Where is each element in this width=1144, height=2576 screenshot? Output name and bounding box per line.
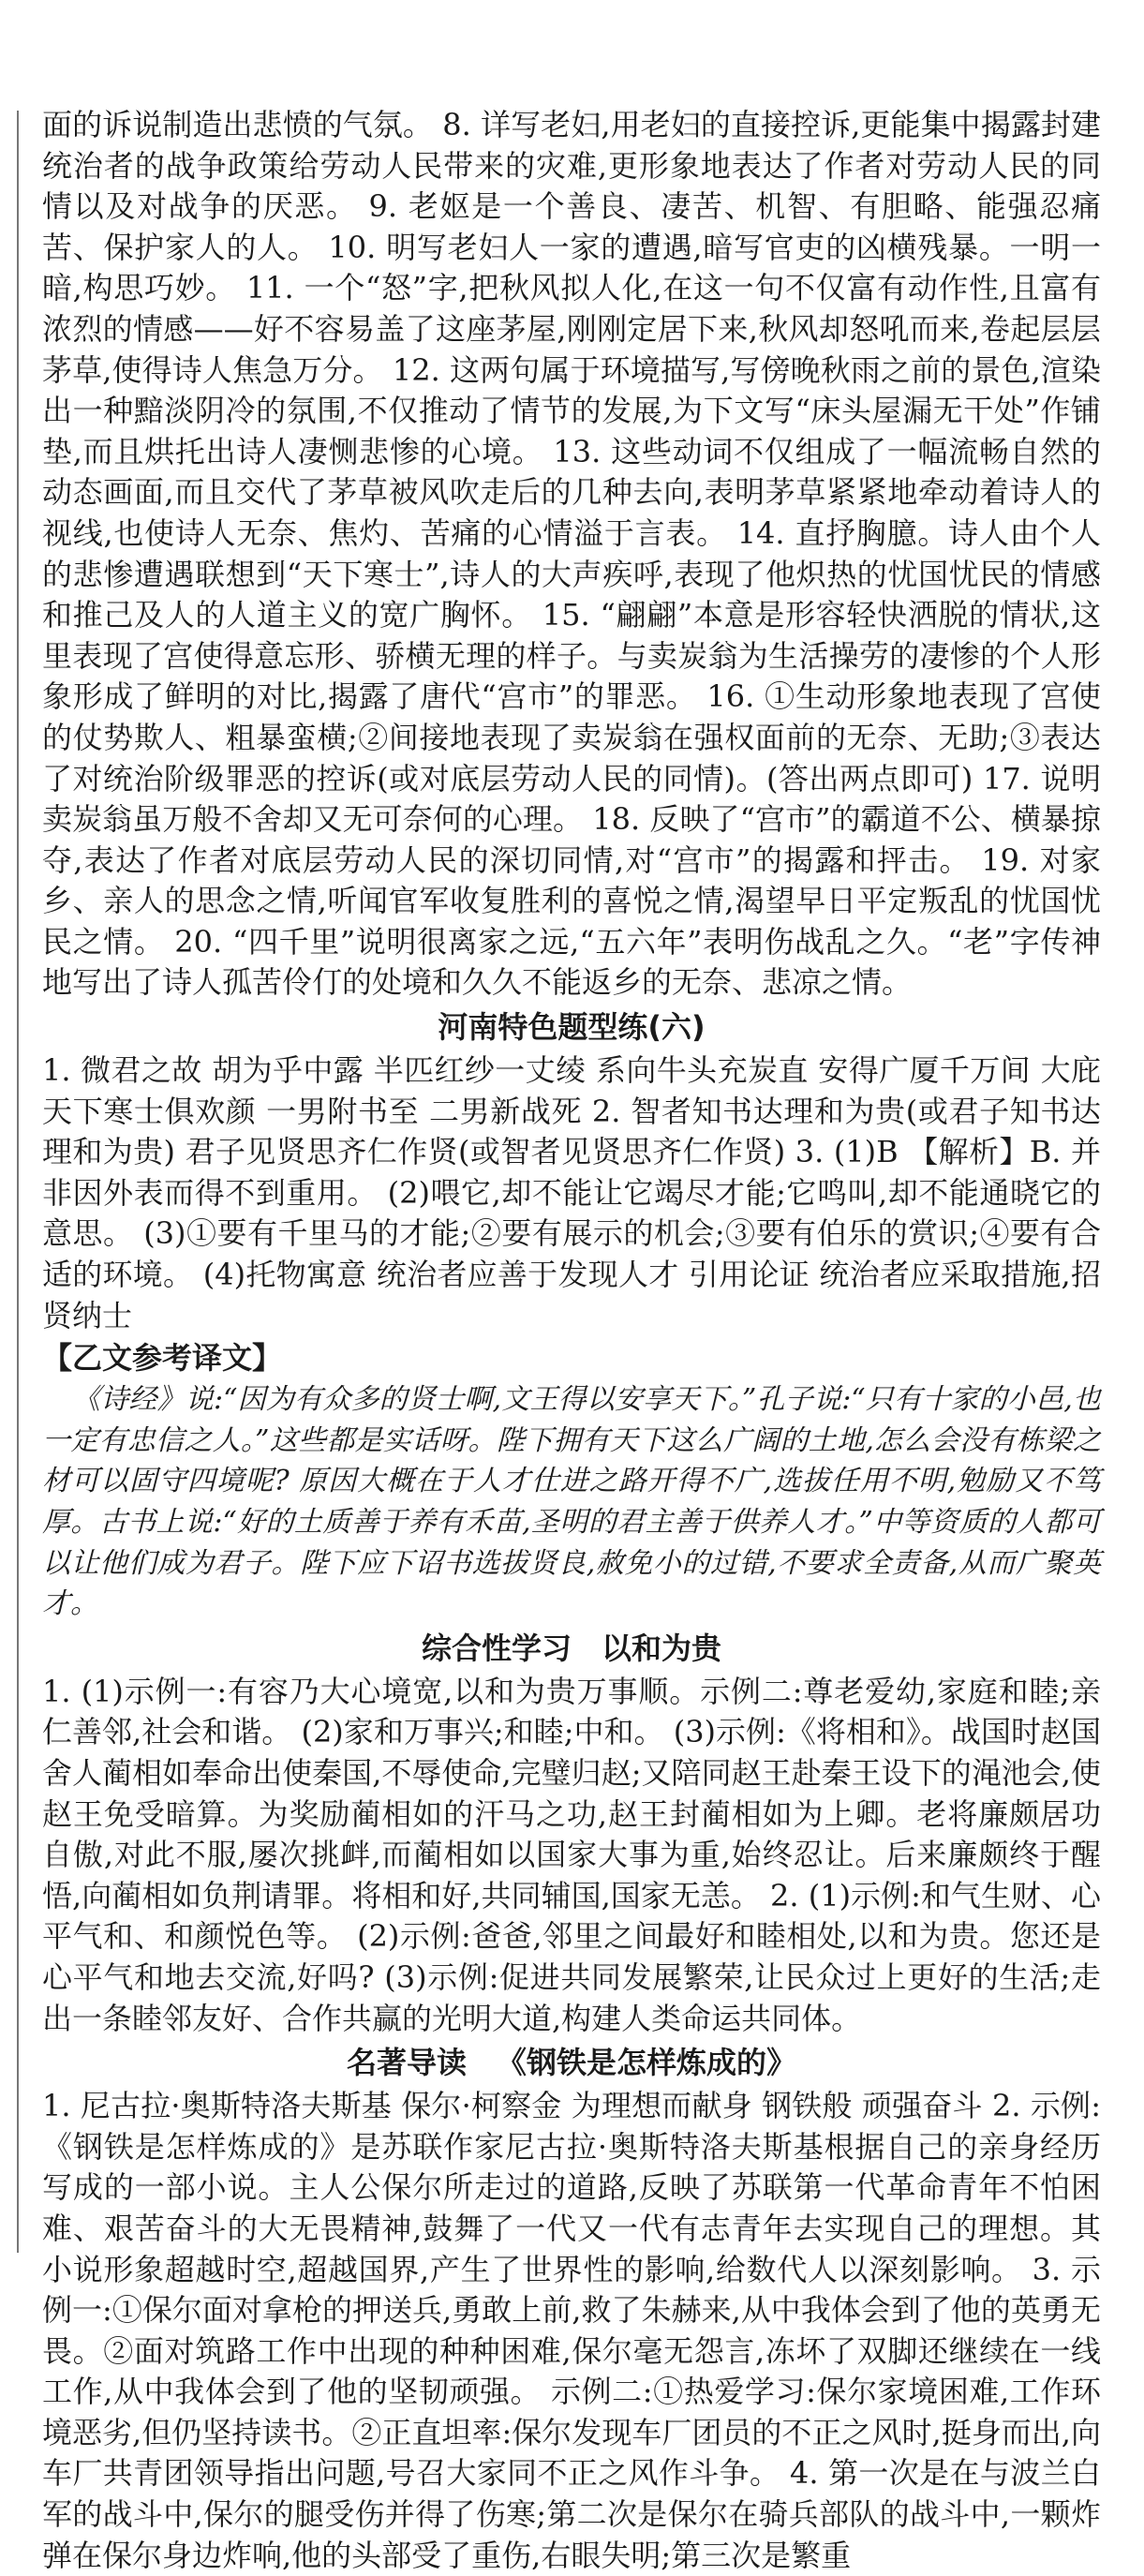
- heading-part-1: 名著导读: [346, 2045, 467, 2081]
- heading-part-2: 《钢铁是怎样炼成的》: [497, 2045, 797, 2081]
- section-heading-classics: [42, 2039, 1101, 2086]
- translation-label: 【乙文参考译文】: [42, 1340, 283, 1377]
- translation-paragraph: 《诗经》说:“因为有众多的贤士啊,文王得以安享天下。”孔子说:“只有十家的小邑,也一定有忠信之人。”这些都是实话呀。陛下拥有天下这么广阔的土地,怎么会没有栋梁之材可以固守四境呢? 原因大概在于人才仕进之路开得不广,选拔任用不明,勉励又不笃厚。古书上说:“好的土质善于养有禾苗,圣明的君主善于供养人才。”中等资质的人都可以让他们成为君子。陛下应下诏书选拔贤良,赦免小的过错,不要求全责备,从而广聚英才。: [42, 1383, 1101, 1621]
- section-heading-comprehensive: [42, 1625, 1101, 1672]
- heading-part-2: 以和为贵: [602, 1630, 722, 1666]
- answer-column: [42, 105, 1101, 2576]
- comprehensive-answers-paragraph: 1. (1)示例一:有容乃大心境宽,以和为贵万事顺。示例二:尊老爱幼,家庭和睦;亲仁善邻,社会和谐。 (2)家和万事兴;和睦;中和。 (3)示例:《将相和》。战国时赵国舍人蔺相如奉命出使秦国,不辱使命,完璧归赵;又陪同赵王赴秦王设下的渑池会,使赵王免受暗算。为奖励蔺相如的汗马之功,赵王封蔺相如为上卿。老将廉颇居功自傲,对此不服,屡次挑衅,而蔺相如以国家大事为重,始终忍让。后来廉颇终于醒悟,向蔺相如负荆请罪。将相和好,共同辅国,国家无恙。 2. (1)示例:和气生财、心平气和、和颜悦色等。 (2)示例:爸爸,邻里之间最好和睦相处,以和为贵。您还是心平气和地去交流,好吗? (3)示例:促进共同发展繁荣,让民众过上更好的生活;走出一条睦邻友好、合作共赢的光明大道,构建人类命运共同体。: [42, 1673, 1101, 2036]
- margin-rule: [17, 111, 19, 2253]
- section-heading-henan: 河南特色题型练(六): [438, 1009, 706, 1046]
- heading-part-1: 综合性学习: [421, 1630, 572, 1666]
- classics-answers-paragraph: 1. 尼古拉·奥斯特洛夫斯基 保尔·柯察金 为理想而献身 钢铁般 顽强奋斗 2. 示例:《钢铁是怎样炼成的》是苏联作家尼古拉·奥斯特洛夫斯基根据自己的亲身经历写成的一部小说。主人公保尔所走过的道路,反映了苏联第一代革命青年不怕困难、艰苦奋斗的大无畏精神,鼓舞了一代又一代有志青年去实现自己的理想。其小说形象超越时空,超越国界,产生了世界性的影响,给数代人以深刻影响。 3. 示例一:①保尔面对拿枪的押送兵,勇敢上前,救了朱赫来,从中我体会到了他的英勇无畏。②面对筑路工作中出现的种种困难,保尔毫无怨言,冻坏了双脚还继续在一线工作,从中我体会到了他的坚韧顽强。 示例二:①热爱学习:保尔家境困难,工作环境恶劣,但仍坚持读书。②正直坦率:保尔发现车厂团员的不正之风时,挺身而出,向车厂共青团领导指出问题,号召大家同不正之风作斗争。 4. 第一次是在与波兰白军的战斗中,保尔的腿受伤并得了伤寒;第二次是保尔在骑兵部队的战斗中,一颗炸弹在保尔身边炸响,他的头部受了重伤,右眼失明;第三次是繁重: [42, 2088, 1101, 2573]
- poetry-answers-paragraph: 面的诉说制造出悲愤的气氛。 8. 详写老妇,用老妇的直接控诉,更能集中揭露封建统治者的战争政策给劳动人民带来的灾难,更形象地表达了作者对劳动人民的同情以及对战争的厌恶。 9. 老妪是一个善良、凄苦、机智、有胆略、能强忍痛苦、保护家人的人。 10. 明写老妇人一家的遭遇,暗写官吏的凶横残暴。一明一暗,构思巧妙。 11. 一个“怒”字,把秋风拟人化,在这一句不仅富有动作性,且富有浓烈的情感——好不容易盖了这座茅屋,刚刚定居下来,秋风却怒吼而来,卷起层层茅草,使得诗人焦急万分。 12. 这两句属于环境描写,写傍晚秋雨之前的景色,渲染出一种黯淡阴冷的氛围,不仅推动了情节的发展,为下文写“床头屋漏无干处”作铺垫,而且烘托出诗人凄恻悲惨的心境。 13. 这些动词不仅组成了一幅流畅自然的动态画面,而且交代了茅草被风吹走后的几种去向,表明茅草紧紧地牵动着诗人的视线,也使诗人无奈、焦灼、苦痛的心情溢于言表。 14. 直抒胸臆。诗人由个人的悲惨遭遇联想到“天下寒士”,诗人的大声疾呼,表现了他炽热的忧国忧民的情感和推己及人的人道主义的宽广胸怀。 15. “翩翩”本意是形容轻快洒脱的情状,这里表现了宫使得意忘形、骄横无理的样子。与卖炭翁为生活操劳的凄惨的个人形象形成了鲜明的对比,揭露了唐代“宫市”的罪恶。 16. ①生动形象地表现了宫使的仗势欺人、粗暴蛮横;②间接地表现了卖炭翁在强权面前的无奈、无助;③表达了对统治阶级罪恶的控诉(或对底层劳动人民的同情)。(答出两点即可) 17. 说明卖炭翁虽万般不舍却又无可奈何的心理。 18. 反映了“宫市”的霸道不公、横暴掠夺,表达了作者对底层劳动人民的深切同情,对“宫市”的揭露和抨击。 19. 对家乡、亲人的思念之情,听闻官军收复胜利的喜悦之情,渴望早日平定叛乱的忧国忧民之情。 20. “四千里”说明很离家之远,“五六年”表明伤战乱之久。“老”字传神地写出了诗人孤苦伶仃的处境和久久不能返乡的无奈、悲凉之情。: [42, 107, 1101, 1001]
- henan-answers-paragraph: 1. 微君之故 胡为乎中露 半匹红纱一丈绫 系向牛头充炭直 安得广厦千万间 大庇天下寒士俱欢颜 一男附书至 二男新战死 2. 智者知书达理和为贵(或君子知书达理和为贵) 君子见贤思齐仁作贤(或智者见贤思齐仁作贤) 3. (1)B 【解析】B. 并非因外表而得不到重用。 (2)喂它,却不能让它竭尽才能;它鸣叫,却不能通晓它的意思。 (3)①要有千里马的才能;②要有展示的机会;③要有伯乐的赏识;④要有合适的环境。 (4)托物寓意 统治者应善于发现人才 引用论证 统治者应采取措施,招贤纳士: [42, 1052, 1101, 1333]
